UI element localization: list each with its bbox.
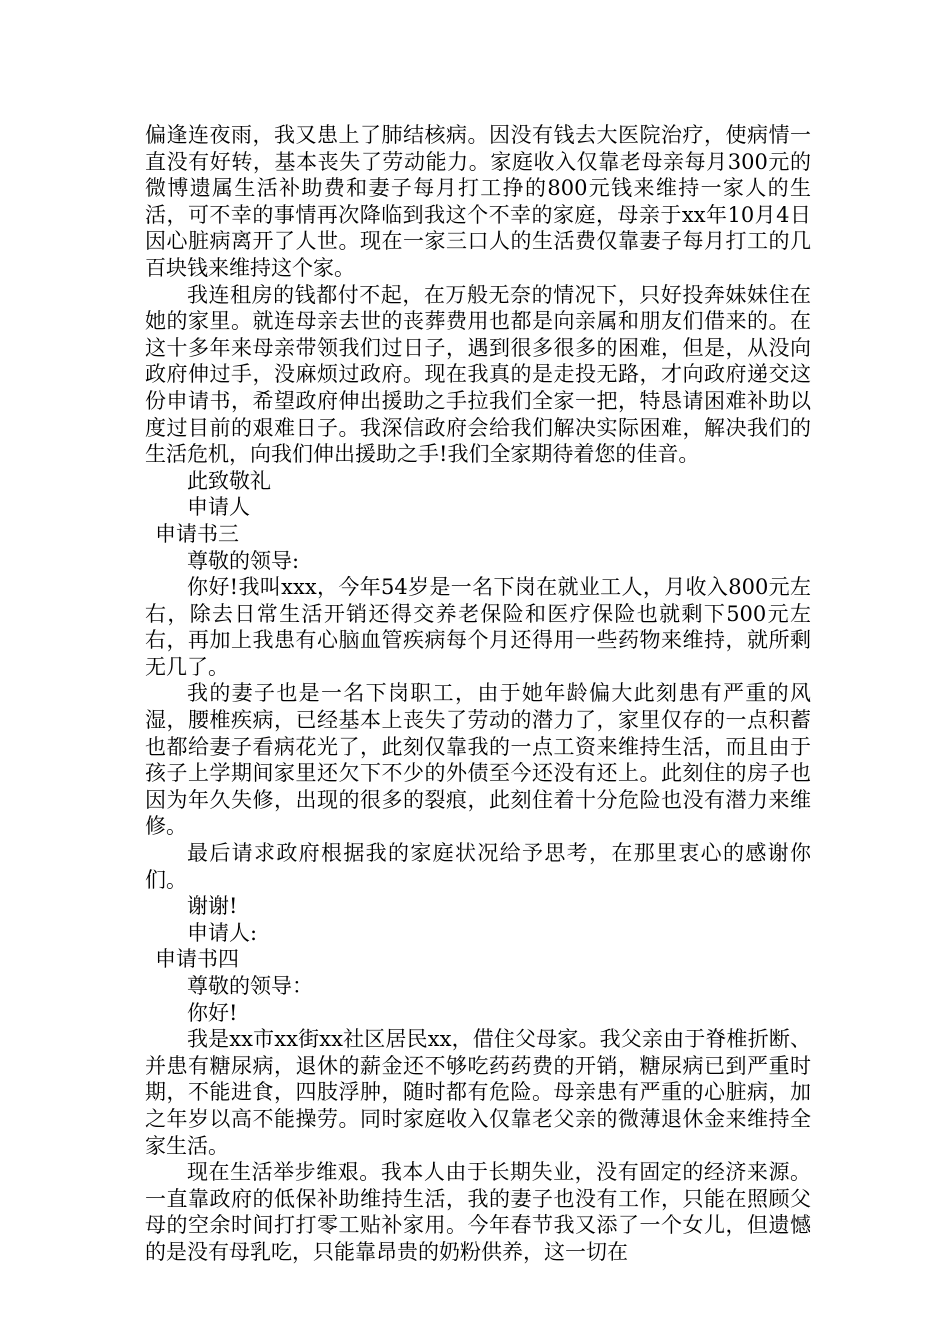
paragraph-medical-hardship: 偏逢连夜雨，我又患上了肺结核病。因没有钱去大医院治疗，使病情一直没有好转，基本丧失了劳动能力。家庭收入仅靠老母亲每月300元的微博遗属生活补助费和妻子每月打工挣的800元钱来维持一家人的生活，可不幸的事情再次降临到我这个不幸的家庭，母亲于xx年10月4日因心脏病离开了人世。现在一家三口人的生活费仅靠妻子每月打工的几百块钱来维持这个家。 (145, 123, 811, 280)
applicant-signature: 申请人: (187, 920, 258, 945)
paragraph-request-help: 我连租房的钱都付不起，在万般无奈的情况下，只好投奔妹妹住在她的家里。就连母亲去世的丧葬费用也都是向亲属和朋友们借来的。在这十多年来母亲带领我们过日子，遇到很多很多的困难，但是，从没向政府伸过手，没麻烦过政府。现在我真的是走投无路，才向政府递交这份申请书，希望政府伸出援助之手拉我们全家一把，特恳请困难补助以度过目前的艰难日子。我深信政府会给我们解决实际困难，解决我们的生活危机，向我们伸出援助之手!我们全家期待着您的佳音。 (145, 282, 811, 467)
greeting: 你好! (187, 1000, 238, 1025)
section-heading-three: 申请书三 (155, 521, 239, 546)
applicant-signature: 申请人 (187, 495, 250, 520)
paragraph-resident-info: 我是xx市xx街xx社区居民xx，借住父母家。我父亲由于脊椎折断、并患有糖尿病，退休的薪金还不够吃药药费的开销，糖尿病已到严重时期，不能进食，四肢浮肿，随时都有危险。母亲患有严重的心脏病，加之年岁以高不能操劳。同时家庭收入仅靠老父亲的微薄退休金来维持全家生活。 (145, 1027, 811, 1158)
salutation: 尊敬的领导： (187, 974, 313, 998)
salutation: 尊敬的领导: (187, 548, 300, 573)
paragraph-family-situation: 我的妻子也是一名下岗职工，由于她年龄偏大此刻患有严重的风湿，腰椎疾病，已经基本上丧失了劳动的潜力了，家里仅存的一点积蓄也都给妻子看病花光了，此刻仅靠我的一点工资来维持生活，而且由于孩子上学期间家里还欠下不少的外债至今还没有还上。此刻住的房子也因为年久失修，出现的很多的裂痕，此刻住着十分危险也没有潜力来维修。 (145, 681, 811, 839)
paragraph-introduction: 你好!我叫xxx，今年54岁是一名下岗在就业工人，月收入800元左右，除去日常生活开销还得交养老保险和医疗保险也就剩下500元左右，再加上我患有心脑血管疾病每个月还得用一些药物来维持，就所剩无几了。 (145, 575, 811, 679)
paragraph-living-difficulty: 现在生活举步维艰。我本人由于长期失业，没有固定的经济来源。一直靠政府的低保补助维持生活，我的妻子也没有工作，只能在照顾父母的空余时间打打零工贴补家用。今年春节我又添了一个女儿，但遗憾的是没有母乳吃，只能靠昂贵的奶粉供养，这一切在 (145, 1160, 811, 1264)
document-page (145, 122, 811, 1266)
thanks-line: 谢谢! (187, 894, 238, 919)
closing-salute: 此致敬礼 (187, 468, 271, 493)
section-heading-four: 申请书四 (155, 947, 239, 972)
paragraph-final-request: 最后请求政府根据我的家庭状况给予思考，在那里衷心的感谢你们。 (145, 841, 811, 892)
